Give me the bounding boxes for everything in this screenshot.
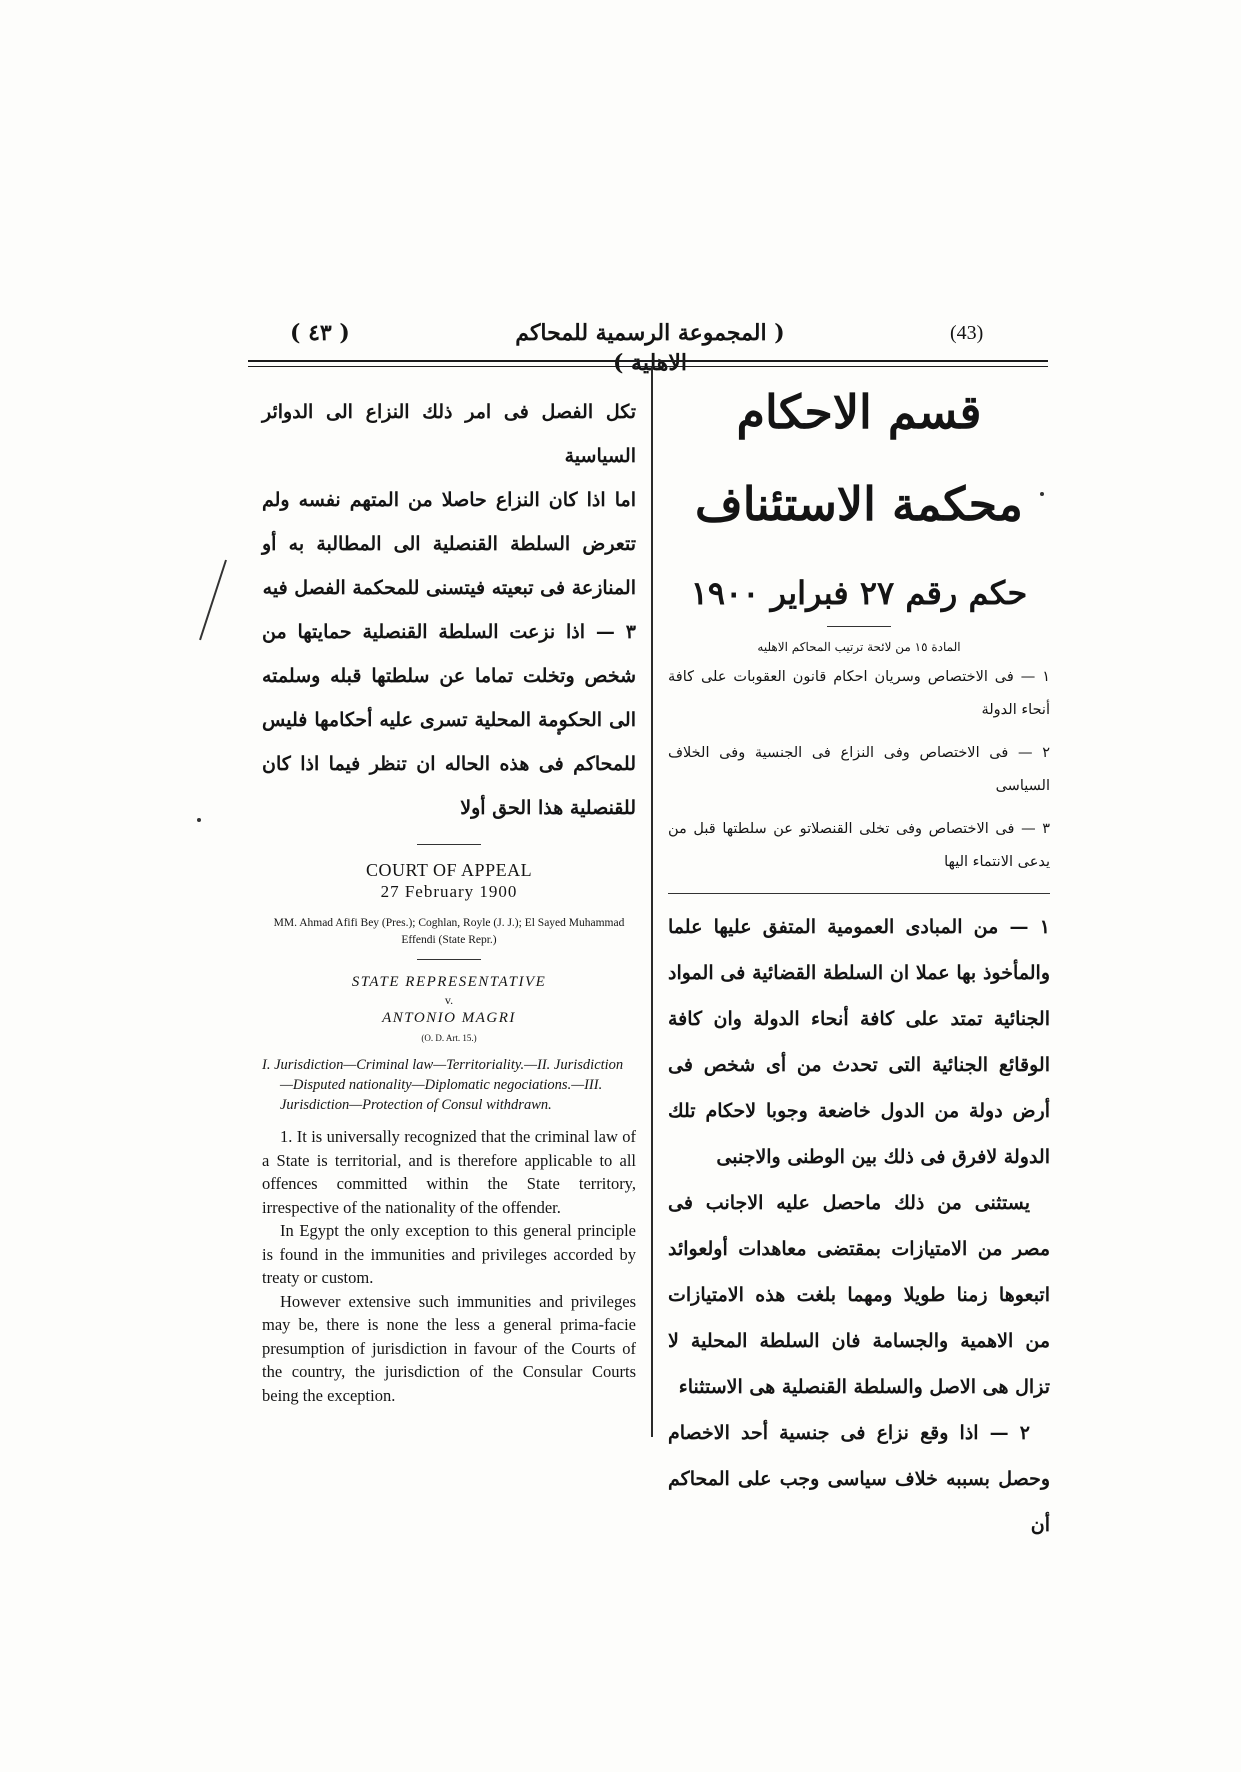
- arabic-continuation: [262, 390, 636, 830]
- arabic-body: [668, 904, 1050, 1548]
- bench-rule: [417, 959, 481, 960]
- header-rule-thin: [248, 366, 1048, 367]
- body-paragraph: ١ — من المبادى العمومية المتفق عليها علما والمأخوذ بها عملا ان السلطة القضائية فى المواد الجنائية تمتد على كافة أنحاء الدولة وان كافة الوقائع الجنائية التى تحدث من أى شخص فى أرض دولة من الدول خاضعة وجوبا لاحكام تلك الدولة لافرق فى ذلك بين الوطنى والاجنبى: [668, 916, 1050, 1168]
- summary-item: ١ — فى الاختصاص وسريان احكام قانون العقوبات على كافة أنحاء الدولة: [668, 669, 1050, 718]
- court-heading: COURT OF APPEAL: [365, 860, 533, 880]
- left-column: [262, 390, 636, 1407]
- body-paragraph: In Egypt the only exception to this general principle is found in the immunities and privileges accorded by treaty or custom.: [262, 1221, 636, 1287]
- summary-item: ٢ — فى الاختصاص وفى النزاع فى الجنسية وفى الخلاف السياسى: [668, 745, 1050, 794]
- page-number-arabic: ( ٤٣ ): [290, 320, 350, 346]
- body-paragraph: يستثنى من ذلك ماحصل عليه الاجانب فى مصر من الامتيازات بمقتضى معاهدات أولعوائد اتبعوها زمنا طويلا ومهما بلغت هذه الامتيازات من الاهمية والجسامة فان السلطة المحلية لا تزال هى الاصل والسلطة القنصلية هى الاستثناء: [668, 1192, 1050, 1398]
- party-defendant: ANTONIO MAGRI: [382, 1010, 516, 1026]
- column-divider: [651, 367, 653, 1437]
- ruling-summary: [668, 661, 1050, 879]
- running-title: ( المجموعة الرسمية للمحاكم الاهلية ): [515, 320, 785, 376]
- continuation-paragraph: تكل الفصل فى امر ذلك النزاع الى الدوائر السياسية: [262, 401, 636, 467]
- versus: v.: [444, 993, 454, 1007]
- header-rule: [248, 360, 1048, 362]
- body-paragraph: ٢ — اذا وقع نزاع فى جنسية أحد الاخصام وحصل بسببه خلاف سياسى وجب على المحاكم أن: [668, 1422, 1050, 1536]
- english-body: [262, 1125, 636, 1407]
- continuation-paragraph: اما اذا كان النزاع حاصلا من المتهم نفسه ولم تتعرض السلطة القنصلية الى المطالبة به أو المنازعة فى تبعيته فيتسنى للمحكمة الفصل فيه: [262, 489, 636, 599]
- page-number-latin: (43): [950, 322, 984, 344]
- decision-date: 27 February 1900: [380, 882, 518, 901]
- section-title: قسم الاحكام: [736, 385, 982, 439]
- summary-rule: [668, 893, 1050, 894]
- margin-pen-mark: [199, 560, 227, 641]
- summary-item: ٣ — فى الاختصاص وفى تخلى القنصلاتو عن سلطتها قبل من يدعى الانتماء اليها: [668, 821, 1050, 870]
- headnote: I. Jurisdiction—Criminal law—Territoriality.—II. Jurisdiction—Disputed nationality—Diplomatic negociations.—III. Jurisdiction—Protection of Consul withdrawn.: [262, 1057, 624, 1113]
- article-reference: المادة ١٥ من لائحة ترتيب المحاكم الاهليه: [757, 640, 961, 654]
- ruling-title: حكم رقم ٢٧ فبراير ١٩٠٠: [690, 574, 1028, 612]
- court-title: محكمة الاستئناف: [695, 477, 1023, 531]
- right-column: [668, 380, 1050, 1548]
- section-rule: [417, 844, 481, 845]
- margin-dot: [197, 818, 201, 822]
- body-paragraph: 1. It is universally recognized that the criminal law of a State is territorial, and is therefore applicable to all offences committed within the State territory, irrespective of the nationality of the offender.: [262, 1127, 636, 1217]
- bench-composition: MM. Ahmad Afifi Bey (Pres.); Coghlan, Royle (J. J.); El Sayed Muhammad Effendi (State Repr.): [273, 917, 625, 946]
- body-paragraph: However extensive such immunities and privileges may be, there is none the less a general prima-facie presumption of jurisdiction in favour of the Courts of the country, the jurisdiction of the Consular Courts being the exception.: [262, 1291, 636, 1405]
- article-citation: (O. D. Art. 15.): [421, 1033, 477, 1043]
- continuation-paragraph: ٣ — اذا نزعت السلطة القنصلية حمايتها من شخص وتخلت تماما عن سلطتها قبله وسلمته الى الحكومة المحلية تسرى عليه أحكامها فليس للمحاكم فى هذه الحاله ان تنظر فيما اذا كان للقنصلية هذا الحق أولا: [262, 621, 636, 819]
- title-rule: [827, 626, 891, 627]
- party-plaintiff: STATE REPRESENTATIVE: [351, 974, 547, 990]
